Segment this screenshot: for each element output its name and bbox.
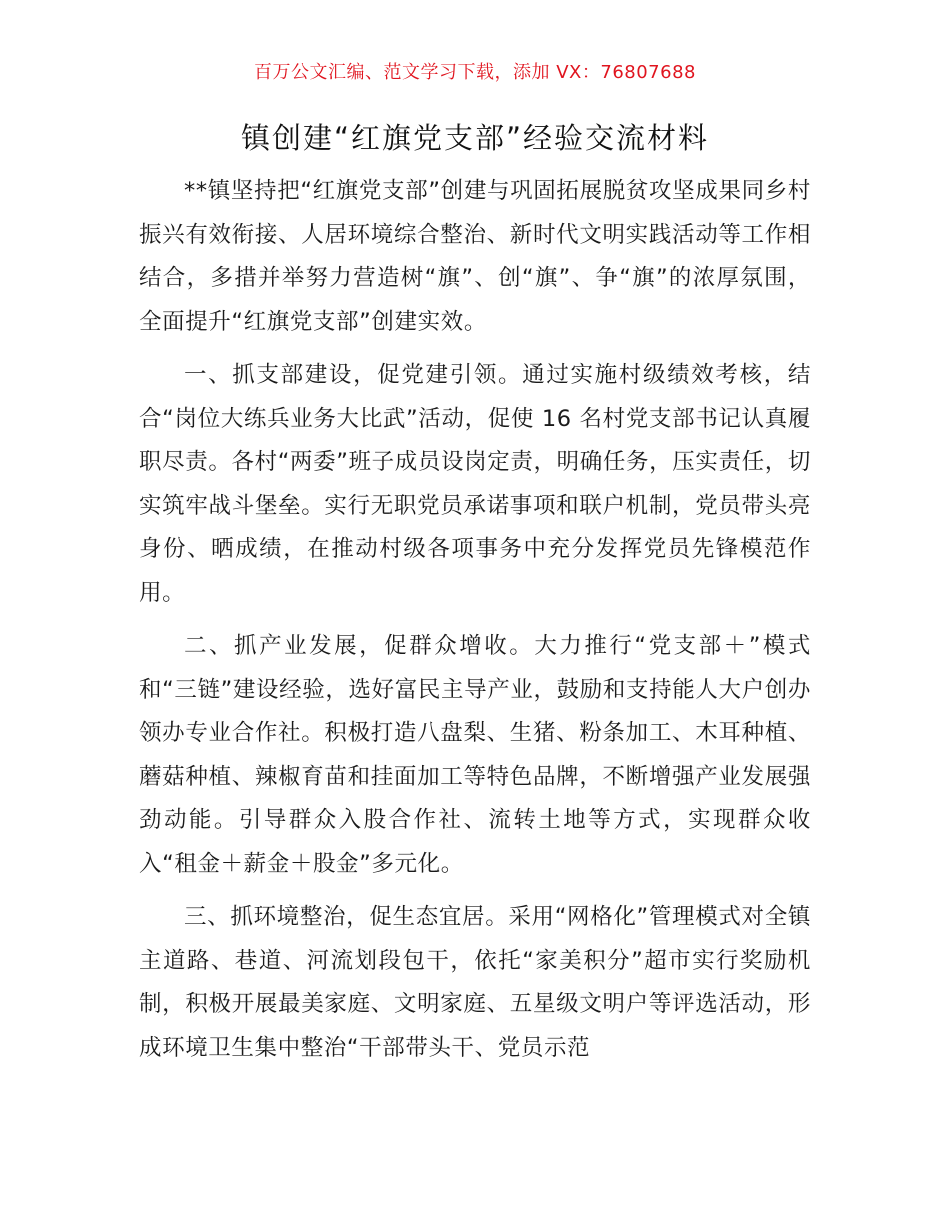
- document-body: [139, 170, 811, 1070]
- header-watermark-note: 百万公文汇编、范文学习下载，添加 VX：76807688: [254, 62, 696, 83]
- paragraph-section-2: 二、抓产业发展，促群众增收。大力推行“党支部＋”模式和“三链”建设经验，选好富民主导产业，鼓励和支持能人大户创办领办专业合作社。积极打造八盘梨、生猪、粉条加工、木耳种植、蘑菇种植、辣椒育苗和挂面加工等特色品牌，不断增强产业发展强劲动能。引导群众入股合作社、流转土地等方式，实现群众收入“租金＋薪金＋股金”多元化。: [139, 633, 811, 877]
- paragraph-section-3: 三、抓环境整治，促生态宜居。采用“网格化”管理模式对全镇主道路、巷道、河流划段包干，依托“家美积分”超市实行奖励机制，积极开展最美家庭、文明家庭、五星级文明户等评选活动，形成环境卫生集中整治“干部带头干、党员示范: [139, 904, 811, 1061]
- paragraph-intro: **镇坚持把“红旗党支部”创建与巩固拓展脱贫攻坚成果同乡村振兴有效衔接、人居环境综合整治、新时代文明实践活动等工作相结合，多措并举努力营造树“旗”、创“旗”、争“旗”的浓厚氛围，全面提升“红旗党支部”创建实效。: [139, 178, 811, 335]
- document-title: 镇创建“红旗党支部”经验交流材料: [240, 121, 710, 155]
- paragraph-section-1: 一、抓支部建设，促党建引领。通过实施村级绩效考核，结合“岗位大练兵业务大比武”活动，促使 16 名村党支部书记认真履职尽责。各村“两委”班子成员设岗定责，明确任务，压实责任，切实筑牢战斗堡垒。实行无职党员承诺事项和联户机制，党员带头亮身份、晒成绩，在推动村级各项事务中充分发挥党员先锋模范作用。: [139, 362, 811, 606]
